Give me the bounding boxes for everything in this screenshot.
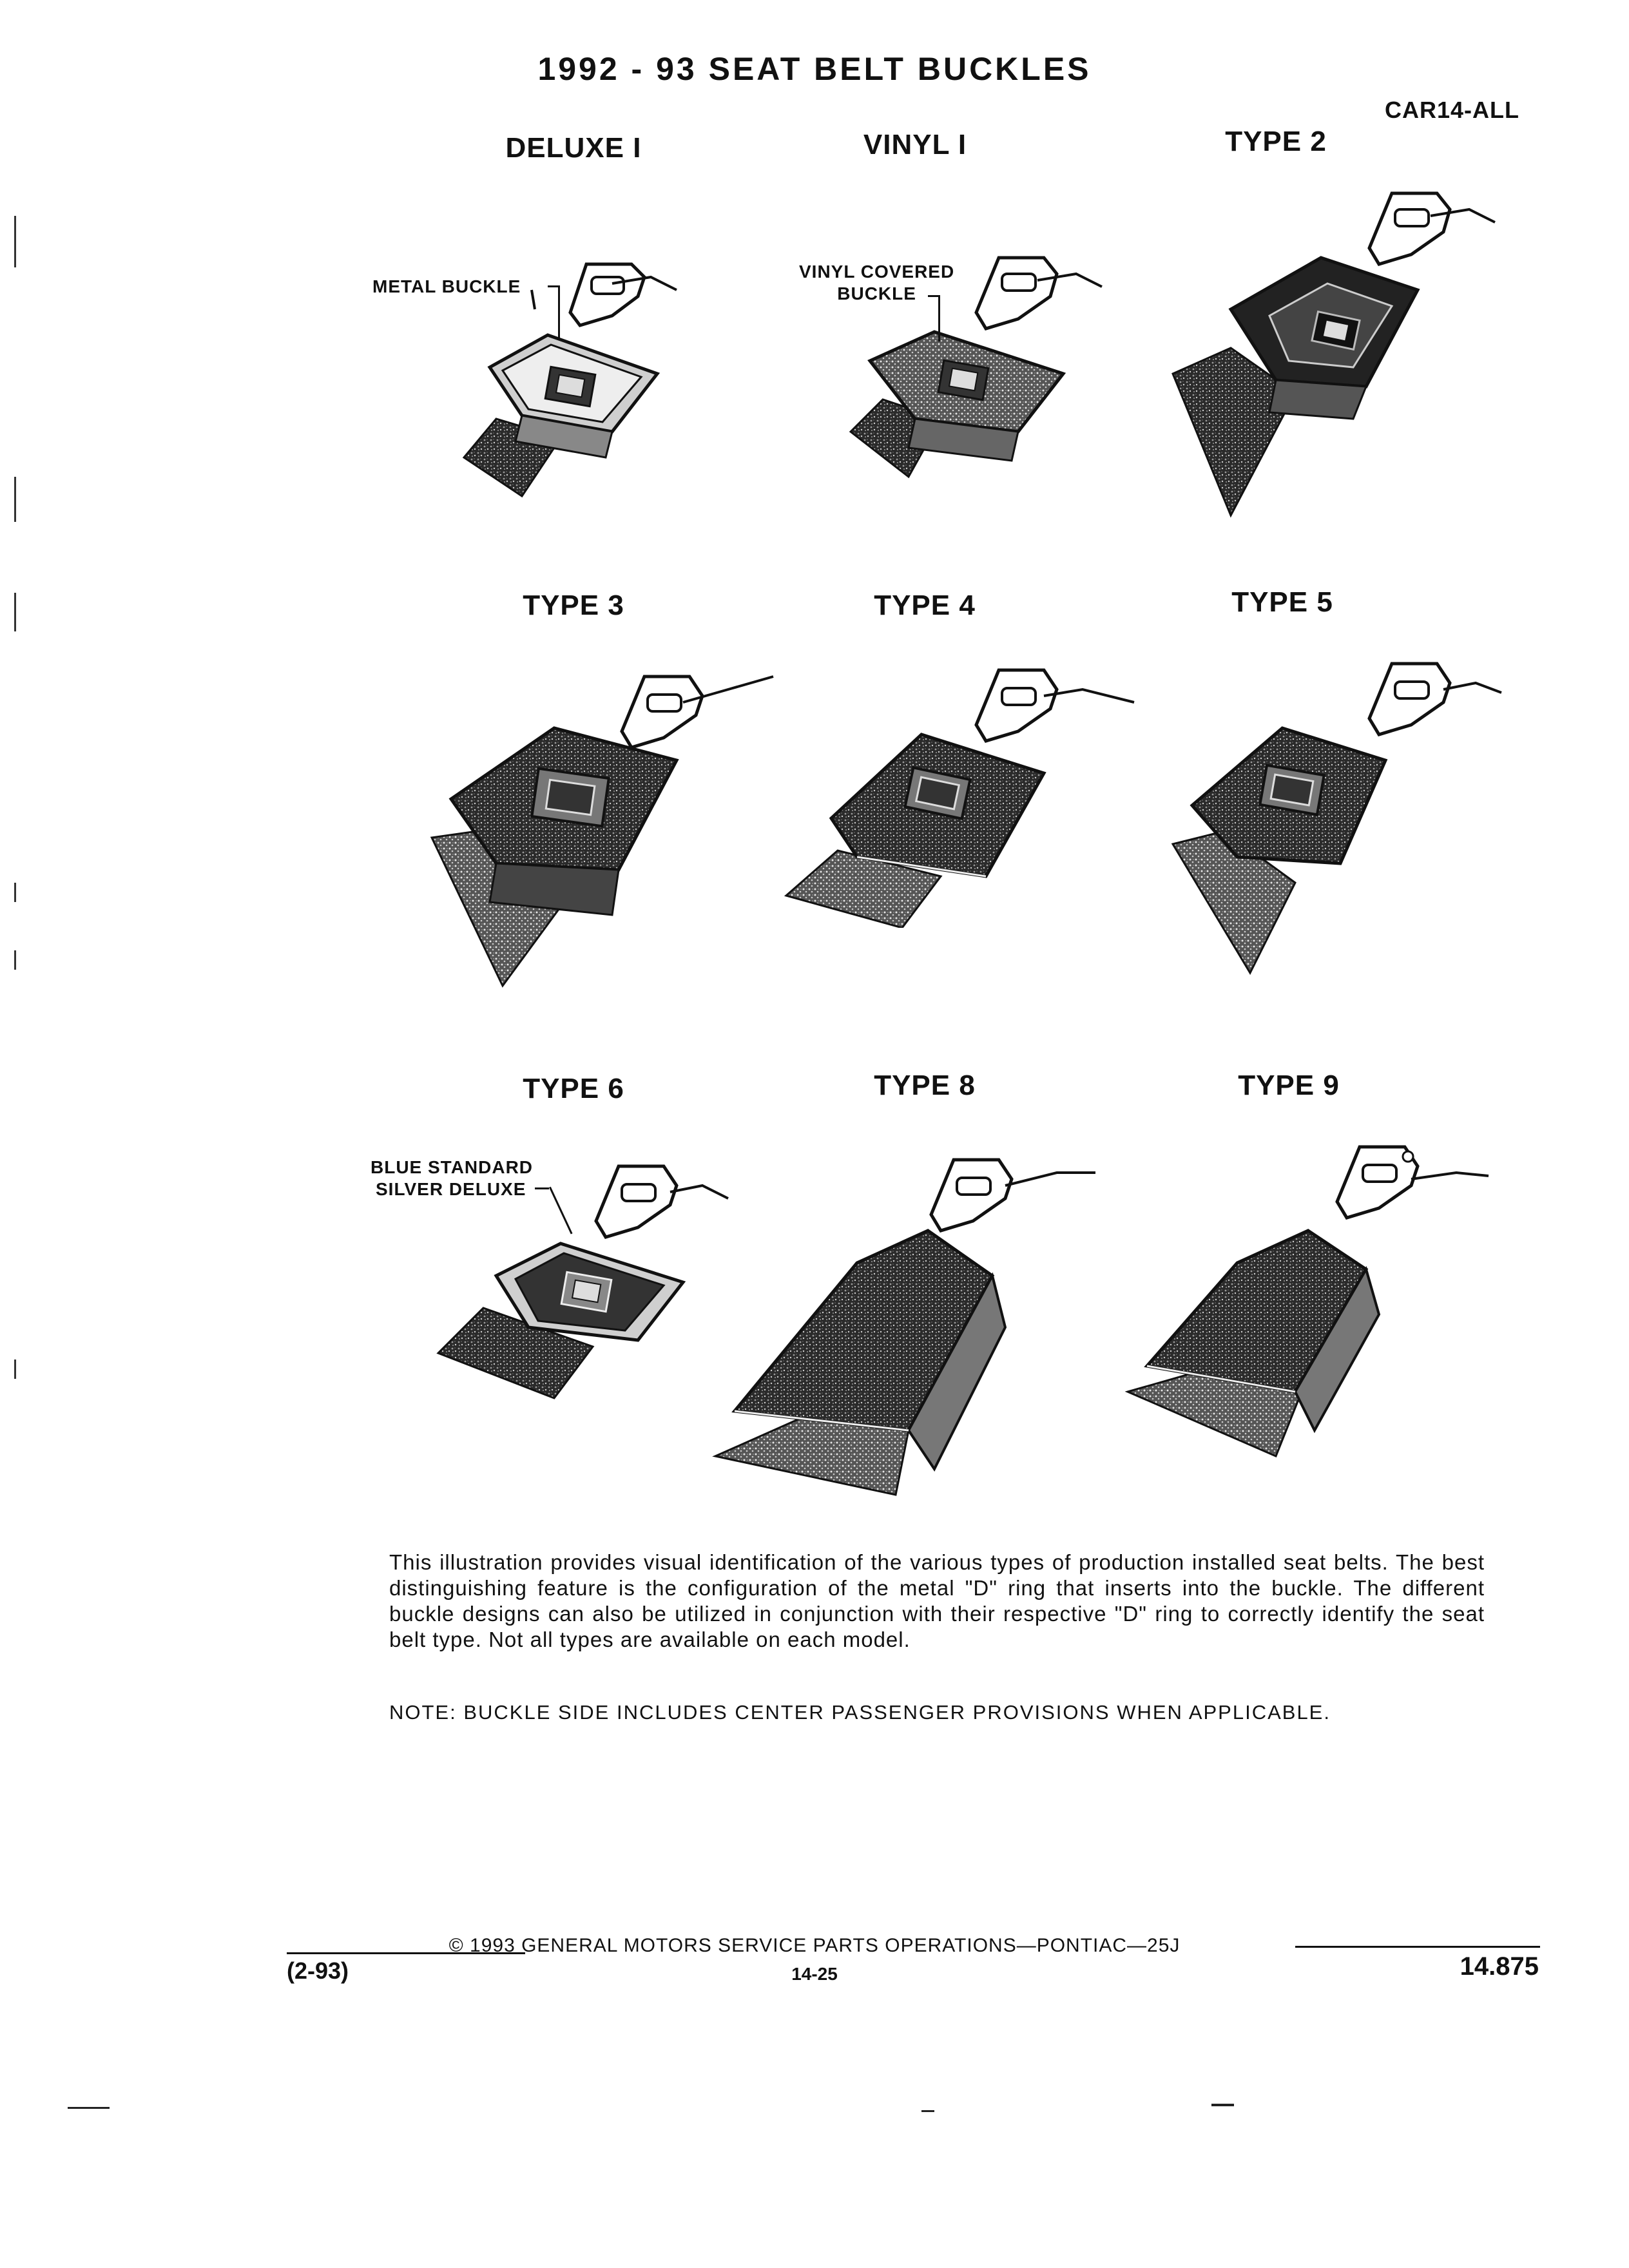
scan-mark (14, 1360, 16, 1379)
label-type-2: TYPE 2 (1225, 126, 1327, 157)
label-type-4: TYPE 4 (874, 590, 976, 621)
buckle-illustration-type-4 (773, 644, 1160, 928)
type-8-buckle-icon (702, 1134, 1153, 1521)
buckle-illustration-type-8 (702, 1134, 1153, 1521)
label-type-9: TYPE 9 (1238, 1070, 1340, 1101)
vinyl-1-buckle-icon (793, 238, 1141, 522)
buckle-illustration-deluxe-1 (419, 238, 728, 522)
scan-mark (14, 477, 16, 522)
callout-metal-leader-v (558, 285, 560, 340)
note-text: NOTE: BUCKLE SIDE INCLUDES CENTER PASSENGER PROVISIONS WHEN APPLICABLE. (389, 1701, 1331, 1724)
scan-mark (14, 883, 16, 902)
label-deluxe-1: DELUXE I (505, 132, 642, 164)
callout-blue-line2: SILVER DELUXE (376, 1179, 526, 1199)
footer-section-number: 14.875 (1460, 1952, 1539, 1981)
callout-blue-line1: BLUE STANDARD (371, 1157, 534, 1177)
type-2-buckle-icon (1160, 180, 1521, 541)
scan-mark (921, 2110, 934, 2112)
type-4-buckle-icon (773, 644, 1160, 928)
scan-mark (14, 593, 16, 631)
scan-mark (68, 2107, 110, 2109)
label-type-6: TYPE 6 (523, 1073, 624, 1104)
footer-date-code: (2-93) (287, 1957, 349, 1984)
deluxe-1-buckle-icon (419, 238, 728, 522)
footer-copyright: © 1993 GENERAL MOTORS SERVICE PARTS OPERATIONS—PONTIAC—25J (448, 1935, 1181, 1956)
scan-mark (14, 216, 16, 267)
buckle-illustration-type-3 (425, 644, 825, 1005)
type-5-buckle-icon (1160, 638, 1508, 999)
label-type-8: TYPE 8 (874, 1070, 976, 1101)
footer-page-number: 14-25 (791, 1964, 838, 1984)
buckle-illustration-vinyl-1 (793, 238, 1141, 522)
type-3-buckle-icon (425, 644, 825, 1005)
callout-blue-leader-h (535, 1187, 549, 1189)
scan-mark (14, 950, 16, 970)
catalog-code: CAR14-ALL (1384, 97, 1519, 123)
callout-metal-buckle: METAL BUCKLE (372, 276, 521, 296)
callout-vinyl-leader-v (938, 295, 940, 341)
description-paragraph: This illustration provides visual identification of the various types of production installed seat belts. The best distinguishing feature is the configuration of the metal "D" ring that inserts into the buckle. The different buckle designs can also be utilized in conjunction with their respective "D" ring to correctly identify the seat belt type. Not all types are available on each model. (389, 1550, 1485, 1651)
scan-mark (1211, 2104, 1234, 2106)
buckle-illustration-type-9 (1108, 1134, 1508, 1469)
callout-vinyl-line2: BUCKLE (837, 284, 916, 303)
buckle-illustration-type-5 (1160, 638, 1508, 999)
page-title: 1992 - 93 SEAT BELT BUCKLES (537, 51, 1092, 87)
label-type-5: TYPE 5 (1231, 586, 1333, 618)
callout-vinyl-line1: VINYL COVERED (799, 262, 955, 282)
label-vinyl-1: VINYL I (863, 129, 967, 160)
label-type-3: TYPE 3 (523, 590, 624, 621)
buckle-illustration-type-2 (1160, 180, 1521, 541)
type-9-buckle-icon (1108, 1134, 1508, 1469)
